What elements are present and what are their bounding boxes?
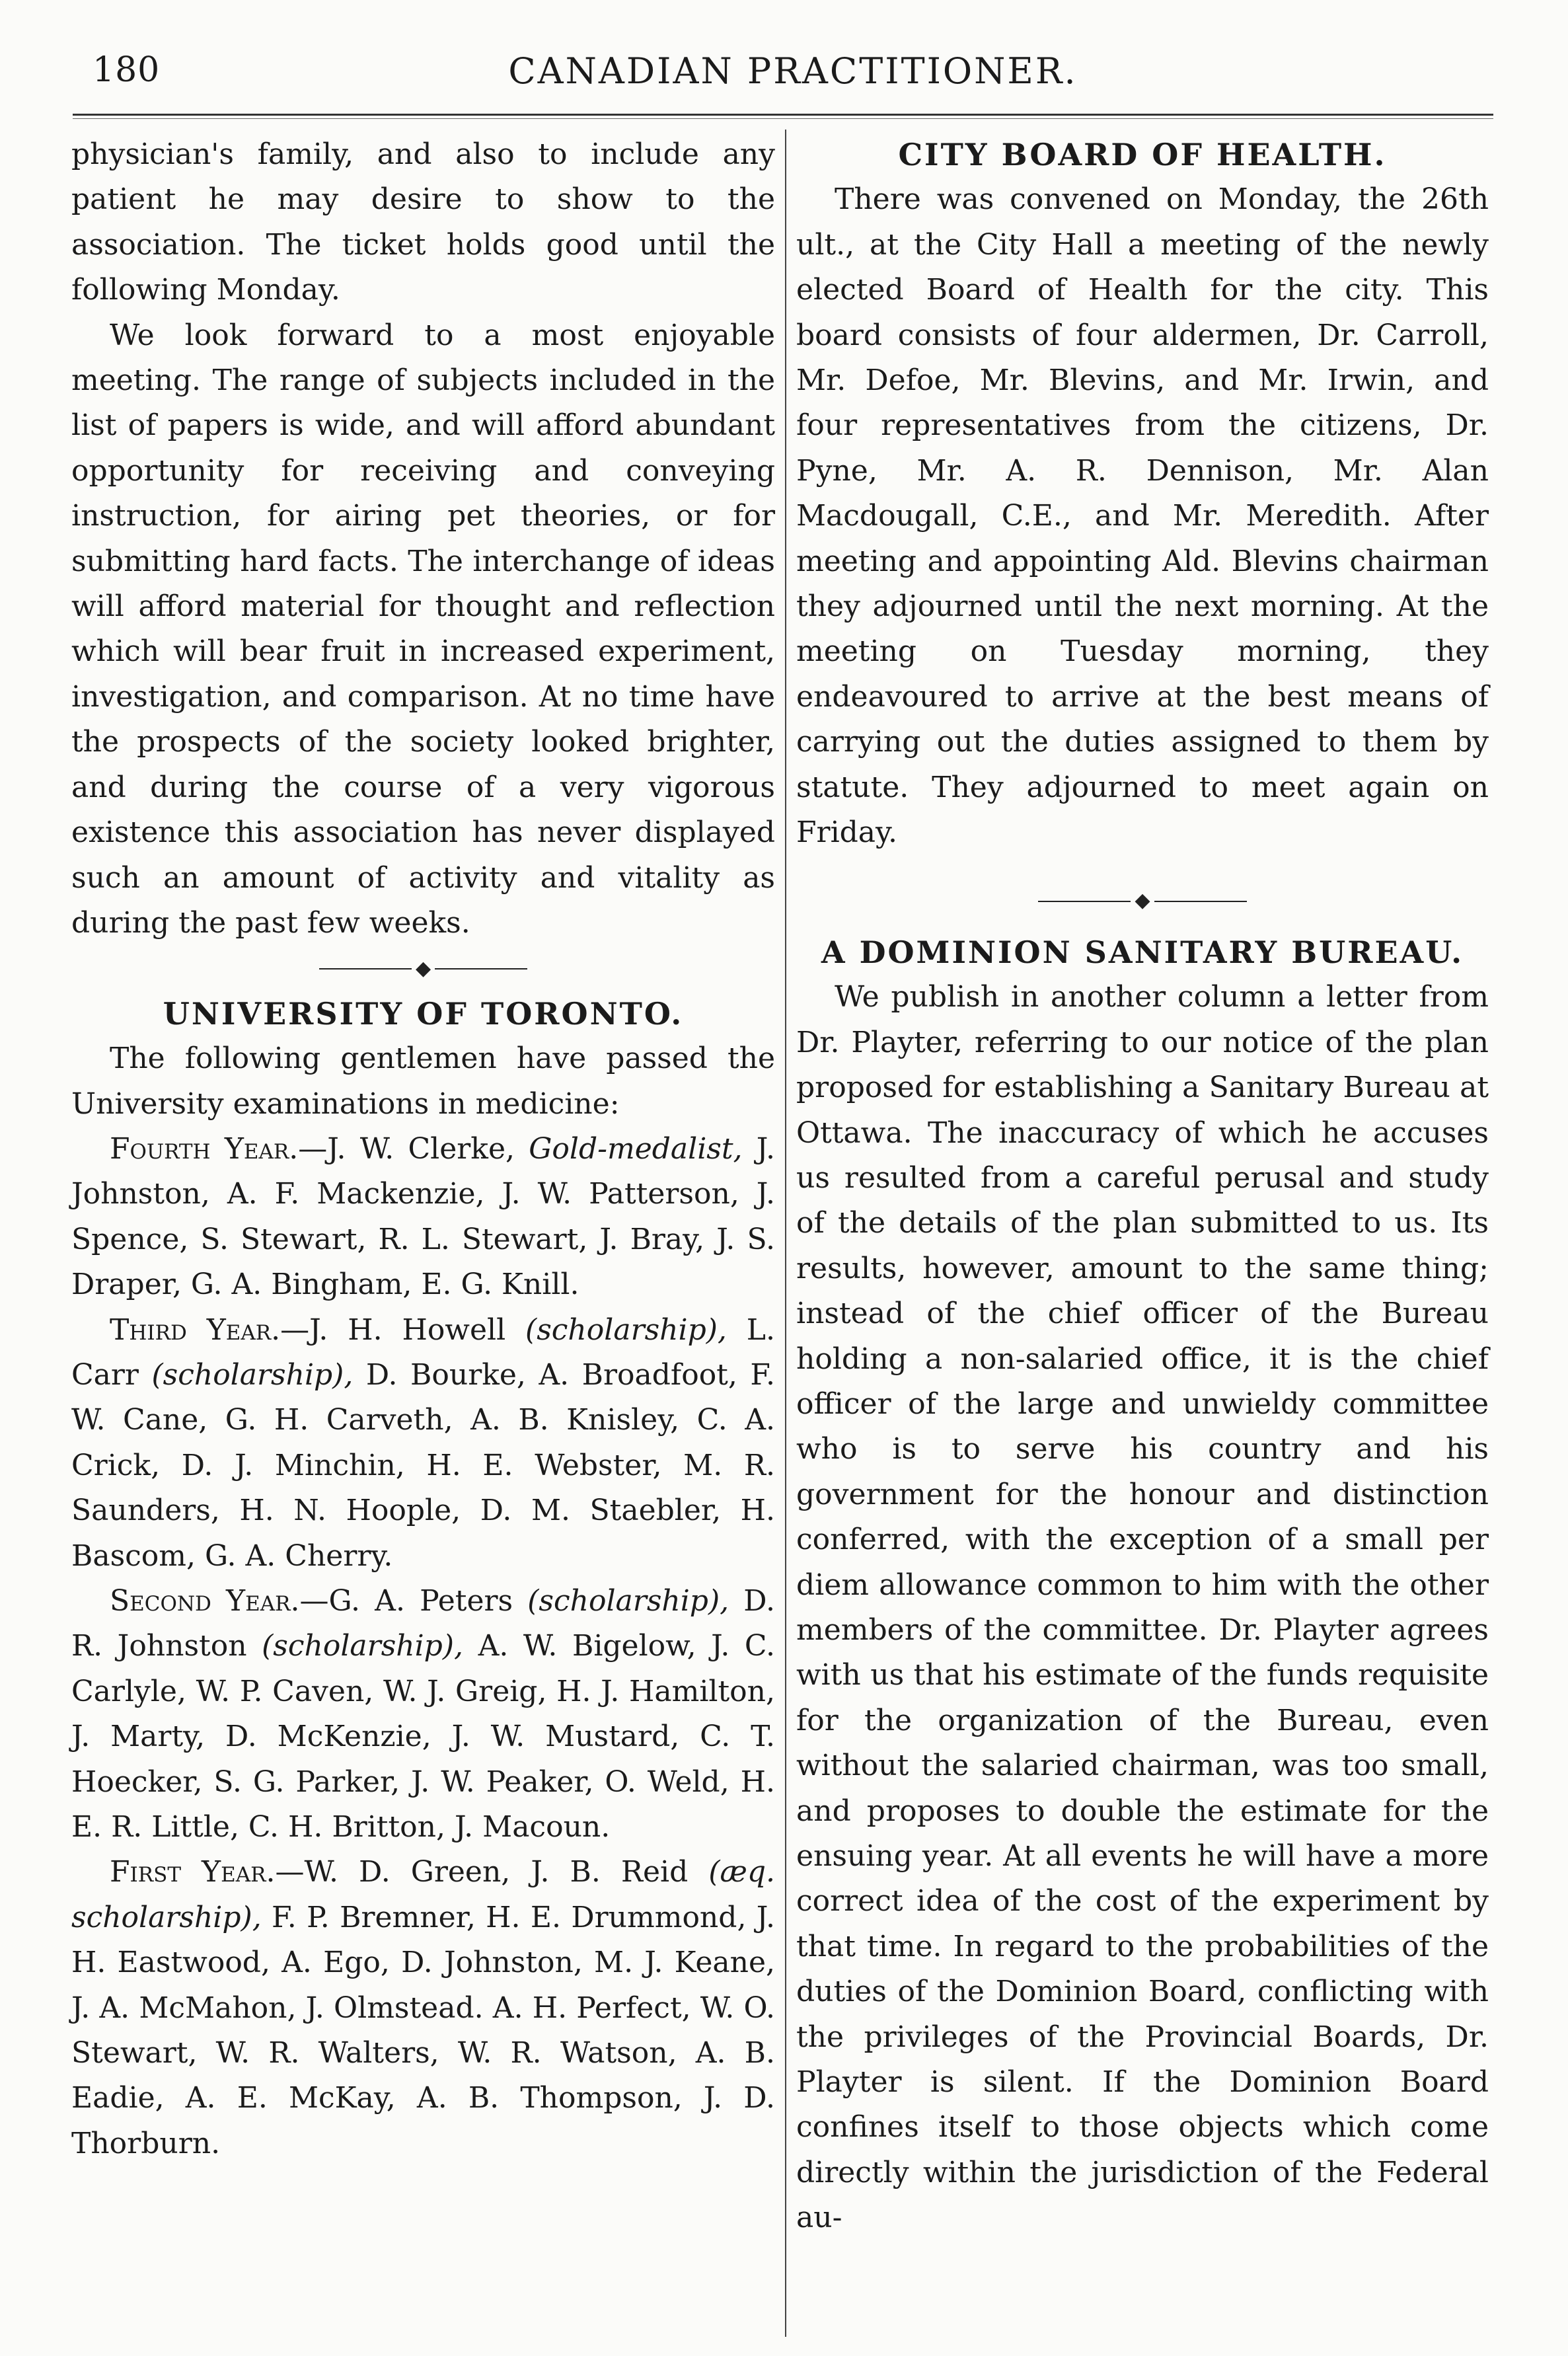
first-year-text: —W. D. Green, J. B. Reid — [275, 1855, 709, 1889]
page-header — [93, 46, 1493, 99]
bureau-article: We publish in another column a letter from Dr. Playter, referring to our notice of the plan proposed for establishing a Sanitary Bureau at Ottawa. The inaccuracy of which he accuses us resulted from a careful perusal and study of the details of the plan submitted to us. Its results, however, amount to the same thing; instead of the chief officer of the Bureau holding a non-salaried office, it is the chief officer of the large and unwieldy committee who is to serve his country and his government for the honour and distinction conferred, with the exception of a small per diem allowance common to him with the other members of the committee. Dr. Playter agrees with us that his estimate of the funds requisite for the organization of the Bureau, even without the salaried chairman, was too small, and proposes to double the estimate for the ensuing year. At all events he will have a more correct idea of the cost of the experiment by that time. In regard to the probabilities of the duties of the Dominion Board, conflicting with the privileges of the Provincial Boards, Dr. Playter is silent. If the Dominion Board confines itself to those objects which come directly within the jurisdiction of the Federal au- — [796, 980, 1489, 2235]
first-year-list — [71, 1850, 775, 2166]
board-article: There was convened on Monday, the 26th ult., at the City Hall a meeting of the newly elected Board of Health for the city. This board consists of four aldermen, Dr. Carroll, Mr. Defoe, Mr. Blevins, and Mr. Irwin, and four representatives from the citizens, Dr. Pyne, Mr. A. R. Dennison, Mr. Alan Macdougall, C.E., and Mr. Meredith. After meeting and appointing Ald. Blevins chairman they adjourned until the next morning. At the meeting on Tuesday morning, they endeavoured to arrive at the best means of carrying out the duties assigned to them by statute. They adjourned to meet again on Friday. — [796, 182, 1489, 850]
section-separator — [71, 946, 775, 991]
section-title-university: UNIVERSITY OF TORONTO. — [163, 995, 684, 1032]
column-divider — [785, 130, 786, 2337]
fourth-year-list — [71, 1127, 775, 1308]
second-year-text: —G. A. Peters — [299, 1583, 528, 1618]
section-title-board: CITY BOARD OF HEALTH. — [898, 137, 1387, 172]
fourth-year-label: Fourth Year. — [110, 1131, 299, 1166]
scholarship-note: (scholarship), — [527, 1583, 729, 1618]
fourth-year-text: —J. W. Clerke, — [298, 1131, 529, 1166]
right-column — [796, 132, 1489, 2241]
first-year-names: F. P. Bremner, H. E. Drummond, J. H. Eastwood, A. Ego, D. Johnston, M. J. Keane, J. A. McMahon, J. Olmstead. A. H. Perfect, W. O. Stewart, W. R. Walters, W. R. Watson, A. B. Eadie, A. E. McKay, A. B. Thompson, J. D. Thorburn. — [71, 1900, 775, 2160]
left-column — [71, 132, 775, 2166]
second-year-text: D. R. Johnston — [71, 1583, 775, 1663]
gold-medalist-note: Gold-medalist, — [529, 1131, 743, 1166]
section-title-bureau: A DOMINION SANITARY BUREAU. — [821, 934, 1464, 970]
scholarship-note: (scholarship), — [525, 1312, 727, 1347]
page-number: 180 — [93, 50, 161, 90]
header-rule — [73, 114, 1493, 119]
first-year-label: First Year. — [110, 1855, 276, 1889]
paragraph-continued: physician's family, and also to include any patient he may desire to show to the association. The ticket holds good until the following Monday. — [71, 137, 775, 307]
scholarship-note: (æq. scholarship), — [71, 1855, 776, 1934]
section-separator — [796, 878, 1489, 923]
third-year-label: Third Year. — [110, 1312, 281, 1347]
second-year-label: Second Year. — [110, 1583, 300, 1618]
scholarship-note: (scholarship), — [151, 1357, 354, 1392]
third-year-names: D. Bourke, A. Broadfoot, F. W. Cane, G. H. Carveth, A. B. Knisley, C. A. Crick, D. J. Minchin, H. E. Webster, M. R. Saunders, H. N. Hoople, D. M. Staebler, H. Bascom, G. A. Cherry. — [71, 1357, 776, 1573]
ornament-diamond-icon: ◆ — [1135, 889, 1150, 913]
third-year-text: —J. H. Howell — [280, 1312, 526, 1347]
ornament-diamond-icon: ◆ — [415, 957, 431, 981]
scholarship-note: (scholarship), — [262, 1629, 464, 1663]
paragraph-meeting: We look forward to a most enjoyable meeting. The range of subjects included in the list of papers is wide, and will afford abundant opportunity for receiving and conveying instruction, for airing pet theories, or for submitting hard facts. The interchange of ideas will afford material for thought and reflection which will bear fruit in increased experiment, investigation, and comparison. At no time have the prospects of the society looked brighter, and during the course of a very vigorous existence this association has never displayed such an amount of activity and vitality as during the past few weeks. — [71, 318, 775, 940]
second-year-list — [71, 1579, 775, 1850]
university-intro: The following gentlemen have passed the University examinations in medicine: — [71, 1042, 775, 1121]
fourth-year-names: J. Johnston, A. F. Mackenzie, J. W. Patterson, J. Spence, S. Stewart, R. L. Stewart, J. Bray, J. S. Draper, G. A. Bingham, E. G. Knill. — [71, 1131, 775, 1302]
third-year-list — [71, 1308, 775, 1579]
running-head: CANADIAN PRACTITIONER. — [508, 50, 1078, 92]
third-year-text: L. Carr — [71, 1312, 776, 1392]
second-year-names: A. W. Bigelow, J. C. Carlyle, W. P. Caven, W. J. Greig, H. J. Hamilton, J. Marty, D. McKenzie, J. W. Mustard, C. T. Hoecker, S. G. Parker, J. W. Peaker, O. Weld, H. E. R. Little, C. H. Britton, J. Macoun. — [71, 1629, 776, 1844]
